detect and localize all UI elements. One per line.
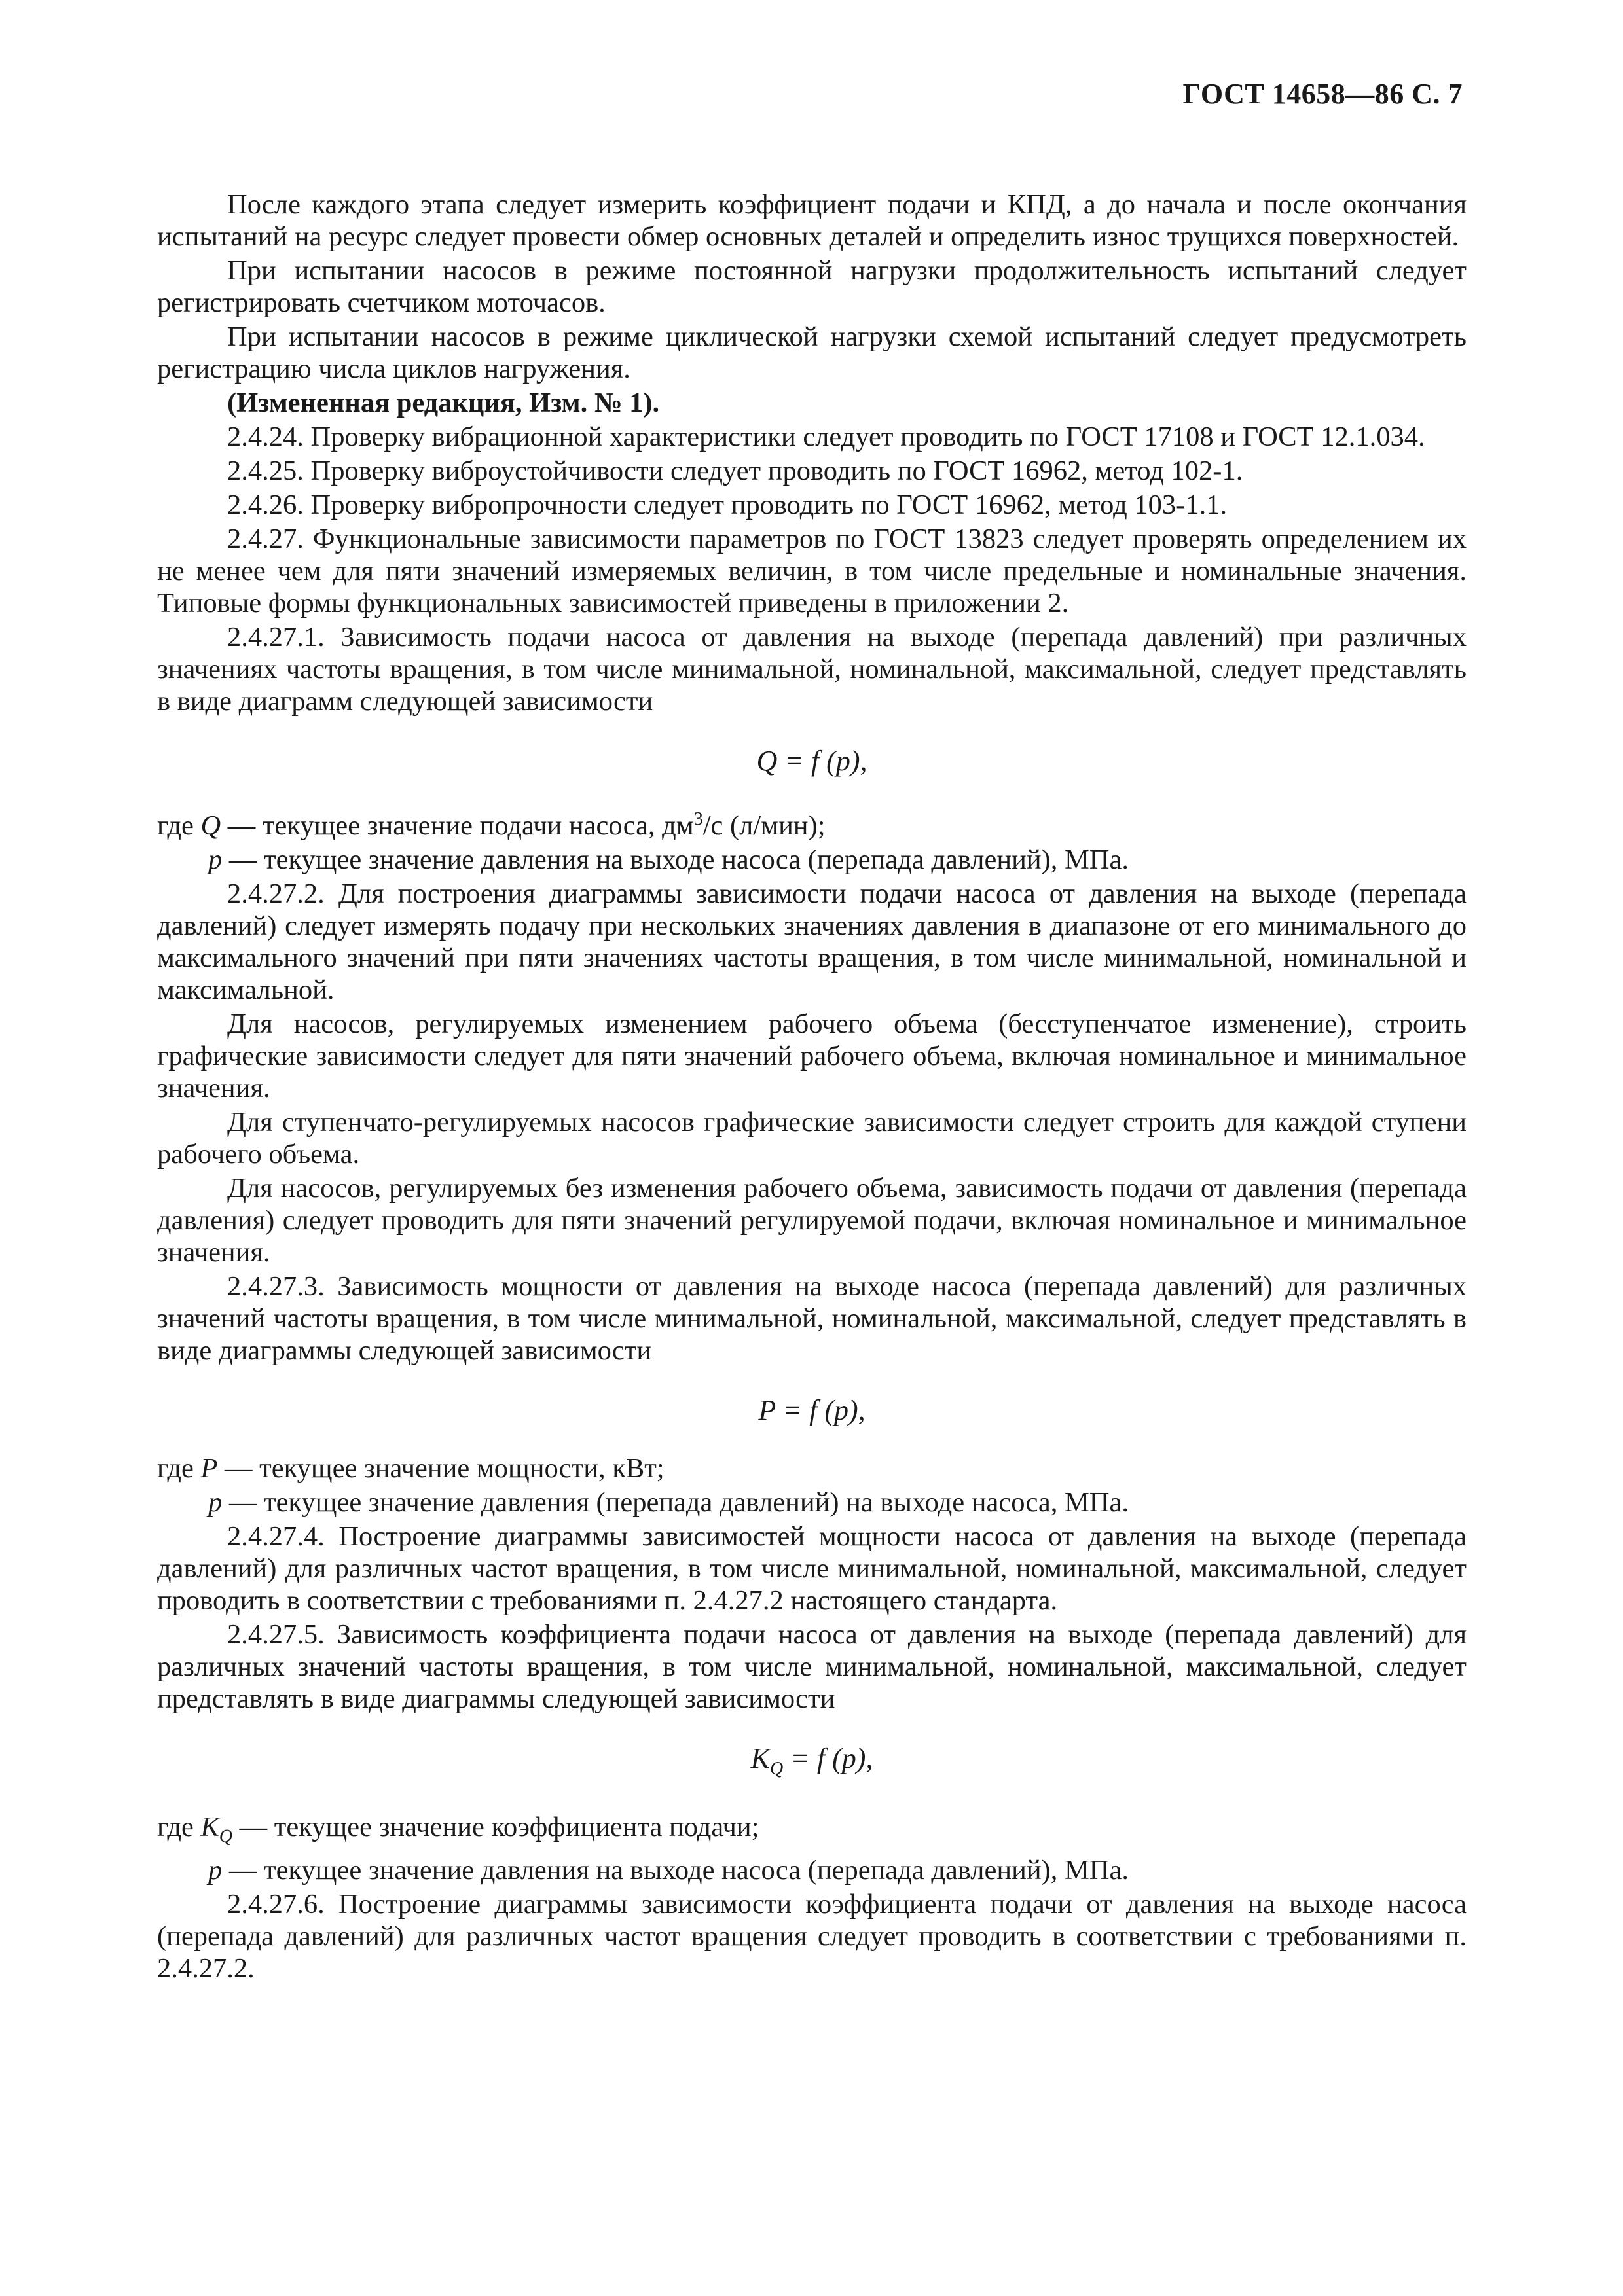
clause-2-4-27-2: 2.4.27.2. Для построения диаграммы зависимости подачи насоса от давления на выходе (перепада давлений) следует измерять подачу при нескольких значениях давления в диапазоне от его минимального до максимального значений при пяти значениях частоты вращения, в том числе минимальной, номинальной и максимальной.: [157, 878, 1467, 1006]
definition-symbol: p: [208, 1487, 223, 1518]
paragraph: Для насосов, регулируемых изменением рабочего объема (бесступенчатое изменение), строить графические зависимости следует для пяти значений рабочего объема, включая номинальное и минимальное значения.: [157, 1009, 1467, 1104]
clause-2-4-27-3: 2.4.27.3. Зависимость мощности от давления на выходе насоса (перепада давлений) для различных значений частоты вращения, в том числе минимальной, номинальной, максимальной, следует представлять в виде диаграммы следующей зависимости: [157, 1271, 1467, 1367]
definition-symbol: K: [200, 1811, 219, 1842]
formula-subscript: Q: [769, 1758, 784, 1779]
formula-kq-of-p: [157, 1742, 1467, 1785]
definition-line: [157, 1452, 1467, 1484]
paragraph: Для насосов, регулируемых без изменения рабочего объема, зависимость подачи от давления (перепада давления) следует проводить для пяти значений регулируемой подачи, включая номинальное и минимальное значения.: [157, 1173, 1467, 1268]
definition-text: — текущее значение давления на выходе насоса (перепада давлений), МПа.: [222, 844, 1129, 876]
formula-symbol: Q: [756, 745, 778, 777]
formula-symbol: P: [758, 1394, 776, 1427]
document-body: [157, 188, 1467, 1986]
definition-text: — текущее значение давления (перепада давлений) на выходе насоса, МПа.: [222, 1487, 1129, 1518]
definition-line: [157, 1486, 1467, 1518]
definition-symbol: P: [200, 1453, 218, 1484]
definition-subscript: Q: [219, 1826, 233, 1847]
paragraph: Для ступенчато-регулируемых насосов графические зависимости следует строить для каждой ступени рабочего объема.: [157, 1107, 1467, 1170]
formula-expression: = f (p),: [775, 1394, 866, 1427]
clause-2-4-25: 2.4.25. Проверку виброустойчивости следует проводить по ГОСТ 16962, метод 102-1.: [227, 456, 1243, 486]
definition-text: — текущее значение коэффициента подачи;: [232, 1811, 759, 1842]
unit-superscript: 3: [693, 809, 703, 829]
clause-2-4-27-1: 2.4.27.1. Зависимость подачи насоса от давления на выходе (перепада давлений) при различных значениях частоты вращения, в том числе минимальной, номинальной, максимальной, следует представлять в виде диаграмм следующей зависимости: [157, 622, 1467, 717]
definition-line: [157, 1811, 1467, 1853]
clause-2-4-26: 2.4.26. Проверку вибропрочности следует проводить по ГОСТ 16962, метод 103-1.1.: [227, 490, 1228, 520]
definition-line: [157, 844, 1467, 876]
amendment-note: (Измененная редакция, Изм. № 1).: [227, 387, 660, 418]
clause-2-4-27-5: 2.4.27.5. Зависимость коэффициента подачи насоса от давления на выходе (перепада давлений) для различных значений частоты вращения, в том числе минимальной, номинальной, максимальной, следует представлять в виде диаграммы следующей зависимости: [157, 1619, 1467, 1715]
paragraph: При испытании насосов в режиме циклической нагрузки схемой испытаний следует предусмотреть регистрацию числа циклов нагружения.: [157, 321, 1467, 384]
clause-2-4-24: 2.4.24. Проверку вибрационной характеристики следует проводить по ГОСТ 17108 и ГОСТ 12.1.034.: [227, 422, 1425, 452]
definition-text: — текущее значение подачи насоса, дм: [221, 810, 694, 842]
clause-2-4-27-4: 2.4.27.4. Построение диаграммы зависимостей мощности насоса от давления на выходе (перепада давлений) для различных частот вращения, в том числе минимальной, номинальной, максимальной, следует проводить в соответствии с требованиями п. 2.4.27.2 настоящего стандарта.: [157, 1521, 1467, 1617]
formula-expression: = f (p),: [777, 745, 867, 777]
formula-symbol: K: [750, 1742, 770, 1775]
definition-tail: /с (л/мин);: [702, 810, 826, 842]
definition-symbol: Q: [200, 810, 221, 842]
definition-text: — текущее значение мощности, кВт;: [217, 1453, 665, 1484]
paragraph: При испытании насосов в режиме постоянной нагрузки продолжительность испытаний следует регистрировать счетчиком моточасов.: [157, 255, 1467, 318]
definition-line: [157, 803, 1467, 842]
definition-symbol: p: [208, 1855, 223, 1886]
definition-lead: где: [157, 810, 201, 842]
paragraph: После каждого этапа следует измерить коэффициент подачи и КПД, а до начала и после окончания испытаний на ресурс следует провести обмер основных деталей и определить износ трущихся поверхностей.: [157, 189, 1467, 252]
definition-lead: где: [157, 1453, 201, 1484]
definition-symbol: p: [208, 844, 223, 876]
clause-2-4-27: 2.4.27. Функциональные зависимости параметров по ГОСТ 13823 следует проверять определением их не менее чем для пяти значений измеряемых величин, в том числе предельные и номинальные значения. Типовые формы функциональных зависимостей приведены в приложении 2.: [157, 524, 1467, 619]
definition-line: [157, 1854, 1467, 1886]
definition-lead: где: [157, 1811, 201, 1842]
page-header: ГОСТ 14658—86 С. 7: [1182, 78, 1463, 110]
formula-p-of-p: [157, 1394, 1467, 1426]
formula-expression: = f (p),: [783, 1742, 873, 1775]
formula-q-of-p: [157, 745, 1467, 777]
definition-text: — текущее значение давления на выходе насоса (перепада давлений), МПа.: [222, 1855, 1129, 1886]
clause-2-4-27-6: 2.4.27.6. Построение диаграммы зависимости коэффициента подачи от давления на выходе насоса (перепада давлений) для различных частот вращения следует проводить в соответствии с требованиями п. 2.4.27.2.: [157, 1889, 1467, 1984]
